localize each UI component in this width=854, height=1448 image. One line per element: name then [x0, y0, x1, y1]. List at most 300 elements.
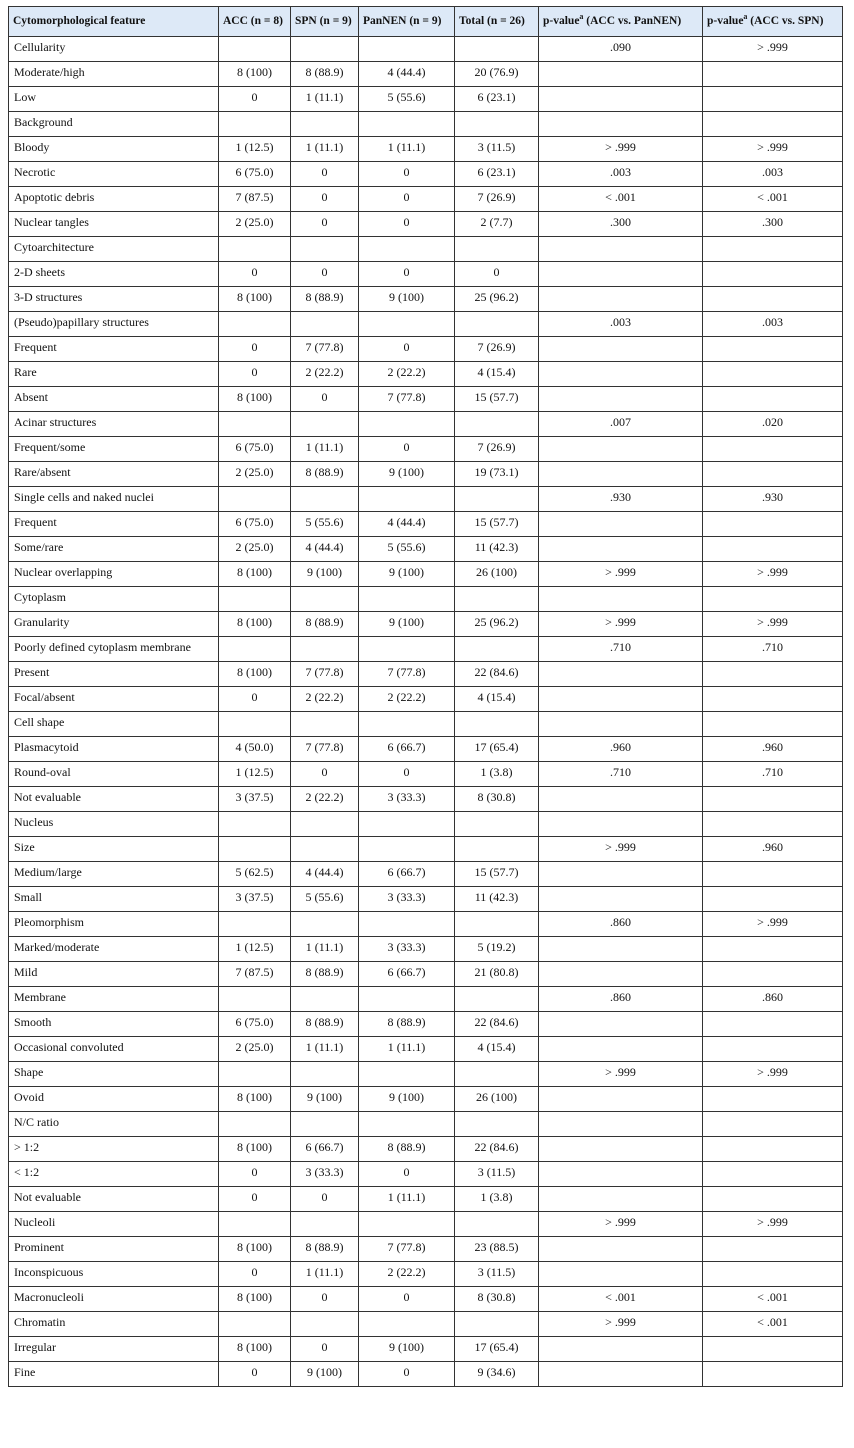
feature-cell: Frequent: [9, 512, 219, 537]
pannen-cell: 0: [359, 187, 455, 212]
table-row: [9, 1187, 843, 1212]
feature-cell: Focal/absent: [9, 687, 219, 712]
acc-cell: [219, 1062, 291, 1087]
p-acc-vs-spn-cell: < .001: [703, 1287, 843, 1312]
table-row: [9, 1012, 843, 1037]
p-acc-vs-pannen-cell: > .999: [539, 1312, 703, 1337]
acc-cell: 6 (75.0): [219, 512, 291, 537]
spn-cell: [291, 1312, 359, 1337]
feature-cell: Round-oval: [9, 762, 219, 787]
table-row: [9, 737, 843, 762]
total-cell: [455, 712, 539, 737]
p-acc-vs-pannen-cell: [539, 712, 703, 737]
table-row: [9, 537, 843, 562]
feature-cell: Plasmacytoid: [9, 737, 219, 762]
p-acc-vs-spn-cell: [703, 87, 843, 112]
spn-cell: [291, 237, 359, 262]
acc-cell: 6 (75.0): [219, 162, 291, 187]
pannen-cell: 0: [359, 437, 455, 462]
table-row: [9, 412, 843, 437]
feature-cell: Rare/absent: [9, 462, 219, 487]
header-p-acc-vs-spn: [703, 7, 843, 37]
pannen-cell: 9 (100): [359, 1337, 455, 1362]
p-acc-vs-pannen-cell: .960: [539, 737, 703, 762]
p-acc-vs-pannen-cell: .003: [539, 162, 703, 187]
total-cell: [455, 912, 539, 937]
total-cell: 25 (96.2): [455, 612, 539, 637]
total-cell: 25 (96.2): [455, 287, 539, 312]
table-row: [9, 237, 843, 262]
pannen-cell: [359, 237, 455, 262]
feature-cell: Marked/moderate: [9, 937, 219, 962]
p-acc-vs-pannen-cell: < .001: [539, 1287, 703, 1312]
pannen-cell: [359, 112, 455, 137]
total-cell: [455, 1212, 539, 1237]
acc-cell: 8 (100): [219, 62, 291, 87]
spn-cell: 6 (66.7): [291, 1137, 359, 1162]
acc-cell: 8 (100): [219, 662, 291, 687]
acc-cell: 3 (37.5): [219, 787, 291, 812]
spn-cell: 8 (88.9): [291, 462, 359, 487]
pannen-cell: [359, 1212, 455, 1237]
acc-cell: 6 (75.0): [219, 1012, 291, 1037]
feature-cell: Frequent: [9, 337, 219, 362]
total-cell: [455, 1312, 539, 1337]
pannen-cell: 8 (88.9): [359, 1012, 455, 1037]
header-spn: SPN (n = 9): [291, 7, 359, 37]
p-acc-vs-spn-cell: > .999: [703, 912, 843, 937]
pannen-cell: 7 (77.8): [359, 387, 455, 412]
spn-cell: 5 (55.6): [291, 887, 359, 912]
p-acc-vs-spn-cell: [703, 262, 843, 287]
p-acc-vs-spn-cell: [703, 1137, 843, 1162]
acc-cell: 2 (25.0): [219, 537, 291, 562]
pannen-cell: [359, 712, 455, 737]
total-cell: 15 (57.7): [455, 387, 539, 412]
spn-cell: 1 (11.1): [291, 437, 359, 462]
pannen-cell: 4 (44.4): [359, 62, 455, 87]
table-row: [9, 1212, 843, 1237]
p-acc-vs-pannen-cell: .300: [539, 212, 703, 237]
feature-cell: Inconspicuous: [9, 1262, 219, 1287]
pannen-cell: [359, 837, 455, 862]
feature-cell: Cytoarchitecture: [9, 237, 219, 262]
feature-cell: Size: [9, 837, 219, 862]
pannen-cell: 0: [359, 762, 455, 787]
table-row: [9, 1237, 843, 1262]
p-acc-vs-spn-cell: [703, 112, 843, 137]
acc-cell: 7 (87.5): [219, 187, 291, 212]
feature-cell: Cell shape: [9, 712, 219, 737]
table-row: [9, 862, 843, 887]
feature-cell: Not evaluable: [9, 787, 219, 812]
p-acc-vs-pannen-cell: [539, 1362, 703, 1387]
table-row: [9, 1262, 843, 1287]
p-acc-vs-spn-cell: > .999: [703, 1212, 843, 1237]
total-cell: [455, 587, 539, 612]
total-cell: [455, 837, 539, 862]
acc-cell: 8 (100): [219, 612, 291, 637]
acc-cell: 1 (12.5): [219, 762, 291, 787]
p-acc-vs-spn-cell: [703, 862, 843, 887]
p-acc-vs-pannen-cell: [539, 387, 703, 412]
feature-cell: Nucleus: [9, 812, 219, 837]
total-cell: 5 (19.2): [455, 937, 539, 962]
total-cell: 11 (42.3): [455, 887, 539, 912]
p-acc-vs-pannen-cell: [539, 962, 703, 987]
feature-cell: Small: [9, 887, 219, 912]
table-row: [9, 1137, 843, 1162]
p-acc-vs-pannen-cell: [539, 112, 703, 137]
feature-cell: Smooth: [9, 1012, 219, 1037]
table-row: [9, 1062, 843, 1087]
acc-cell: 0: [219, 337, 291, 362]
spn-cell: 7 (77.8): [291, 337, 359, 362]
p-acc-vs-pannen-cell: [539, 862, 703, 887]
p-acc-vs-spn-cell: .003: [703, 312, 843, 337]
feature-cell: Cytoplasm: [9, 587, 219, 612]
pannen-cell: 1 (11.1): [359, 137, 455, 162]
acc-cell: [219, 837, 291, 862]
table-row: [9, 1312, 843, 1337]
total-cell: 0: [455, 262, 539, 287]
spn-cell: 0: [291, 262, 359, 287]
table-row: [9, 987, 843, 1012]
total-cell: 3 (11.5): [455, 1162, 539, 1187]
feature-cell: Acinar structures: [9, 412, 219, 437]
spn-cell: [291, 837, 359, 862]
feature-cell: Membrane: [9, 987, 219, 1012]
table-row: [9, 1112, 843, 1137]
feature-cell: Present: [9, 662, 219, 687]
spn-cell: 2 (22.2): [291, 362, 359, 387]
total-cell: 9 (34.6): [455, 1362, 539, 1387]
cytomorphology-table: [8, 6, 843, 1387]
p-acc-vs-pannen-cell: [539, 237, 703, 262]
pannen-cell: 4 (44.4): [359, 512, 455, 537]
p-acc-vs-pannen-cell: .860: [539, 912, 703, 937]
pannen-cell: 9 (100): [359, 287, 455, 312]
p-acc-vs-spn-cell: [703, 1112, 843, 1137]
table-row: [9, 937, 843, 962]
pannen-cell: [359, 412, 455, 437]
acc-cell: 8 (100): [219, 1287, 291, 1312]
pannen-cell: [359, 37, 455, 62]
header-p-acc-vs-pannen: [539, 7, 703, 37]
spn-cell: 9 (100): [291, 562, 359, 587]
spn-cell: [291, 112, 359, 137]
p-acc-vs-pannen-cell: [539, 462, 703, 487]
acc-cell: 7 (87.5): [219, 962, 291, 987]
total-cell: 4 (15.4): [455, 362, 539, 387]
table-row: [9, 212, 843, 237]
pannen-cell: [359, 912, 455, 937]
spn-cell: 0: [291, 762, 359, 787]
spn-cell: [291, 987, 359, 1012]
total-cell: 22 (84.6): [455, 1137, 539, 1162]
p-acc-vs-spn-cell: [703, 237, 843, 262]
pannen-cell: 6 (66.7): [359, 862, 455, 887]
spn-cell: 2 (22.2): [291, 687, 359, 712]
total-cell: [455, 237, 539, 262]
acc-cell: 1 (12.5): [219, 937, 291, 962]
acc-cell: [219, 112, 291, 137]
p-acc-vs-pannen-cell: [539, 62, 703, 87]
total-cell: 4 (15.4): [455, 1037, 539, 1062]
p-acc-vs-pannen-cell: [539, 1337, 703, 1362]
table-row: [9, 837, 843, 862]
total-cell: [455, 987, 539, 1012]
table-row: [9, 912, 843, 937]
total-cell: 21 (80.8): [455, 962, 539, 987]
pannen-cell: 0: [359, 337, 455, 362]
acc-cell: [219, 912, 291, 937]
header-pannen: PanNEN (n = 9): [359, 7, 455, 37]
acc-cell: [219, 487, 291, 512]
feature-cell: > 1:2: [9, 1137, 219, 1162]
feature-cell: Mild: [9, 962, 219, 987]
acc-cell: [219, 37, 291, 62]
p-acc-vs-spn-cell: [703, 462, 843, 487]
p-acc-vs-spn-cell: [703, 1162, 843, 1187]
total-cell: [455, 1112, 539, 1137]
p-acc-vs-pannen-cell: [539, 87, 703, 112]
acc-cell: 0: [219, 362, 291, 387]
acc-cell: 0: [219, 1262, 291, 1287]
spn-cell: [291, 712, 359, 737]
p-acc-vs-spn-cell: [703, 812, 843, 837]
spn-cell: 7 (77.8): [291, 737, 359, 762]
feature-cell: Occasional convoluted: [9, 1037, 219, 1062]
p-acc-vs-spn-cell: [703, 687, 843, 712]
p-acc-vs-pannen-cell: [539, 662, 703, 687]
total-cell: [455, 112, 539, 137]
p-acc-vs-pannen-cell: [539, 1037, 703, 1062]
pannen-cell: 5 (55.6): [359, 87, 455, 112]
spn-cell: [291, 487, 359, 512]
p-acc-vs-spn-cell: [703, 662, 843, 687]
p-acc-vs-spn-cell: [703, 437, 843, 462]
acc-cell: 2 (25.0): [219, 1037, 291, 1062]
pannen-cell: 9 (100): [359, 612, 455, 637]
p-acc-vs-pannen-cell: [539, 362, 703, 387]
table-row: [9, 512, 843, 537]
feature-cell: Medium/large: [9, 862, 219, 887]
p-acc-vs-spn-cell: [703, 1262, 843, 1287]
p-acc-vs-pannen-cell: .860: [539, 987, 703, 1012]
table-row: [9, 1037, 843, 1062]
total-cell: [455, 812, 539, 837]
spn-cell: 0: [291, 162, 359, 187]
spn-cell: [291, 1112, 359, 1137]
acc-cell: [219, 587, 291, 612]
total-cell: 22 (84.6): [455, 662, 539, 687]
spn-cell: [291, 912, 359, 937]
p-acc-vs-pannen-cell: > .999: [539, 1212, 703, 1237]
p-acc-vs-spn-cell: .710: [703, 762, 843, 787]
table-row: [9, 612, 843, 637]
header-feature: Cytomorphological feature: [9, 7, 219, 37]
p-acc-vs-spn-cell: [703, 362, 843, 387]
acc-cell: [219, 637, 291, 662]
total-cell: 2 (7.7): [455, 212, 539, 237]
p-acc-vs-spn-cell: [703, 1337, 843, 1362]
p-acc-vs-pannen-cell: [539, 512, 703, 537]
feature-cell: Poorly defined cytoplasm membrane: [9, 637, 219, 662]
total-cell: 7 (26.9): [455, 337, 539, 362]
table-row: [9, 187, 843, 212]
spn-cell: 0: [291, 212, 359, 237]
table-row: [9, 1162, 843, 1187]
table-row: [9, 287, 843, 312]
total-cell: 1 (3.8): [455, 762, 539, 787]
acc-cell: 0: [219, 1162, 291, 1187]
table-row: [9, 262, 843, 287]
p-acc-vs-pannen-cell: .710: [539, 762, 703, 787]
acc-cell: [219, 312, 291, 337]
feature-cell: Necrotic: [9, 162, 219, 187]
header-p1-footnote-marker: a: [579, 12, 584, 22]
spn-cell: 8 (88.9): [291, 62, 359, 87]
p-acc-vs-pannen-cell: [539, 1012, 703, 1037]
p-acc-vs-spn-cell: [703, 587, 843, 612]
table-row: [9, 1362, 843, 1387]
total-cell: 6 (23.1): [455, 87, 539, 112]
spn-cell: 4 (44.4): [291, 537, 359, 562]
p-acc-vs-spn-cell: .300: [703, 212, 843, 237]
pannen-cell: 2 (22.2): [359, 687, 455, 712]
acc-cell: 0: [219, 262, 291, 287]
p-acc-vs-spn-cell: [703, 287, 843, 312]
p-acc-vs-pannen-cell: [539, 1187, 703, 1212]
feature-cell: Shape: [9, 1062, 219, 1087]
acc-cell: [219, 412, 291, 437]
pannen-cell: [359, 812, 455, 837]
spn-cell: 5 (55.6): [291, 512, 359, 537]
acc-cell: 8 (100): [219, 562, 291, 587]
total-cell: 8 (30.8): [455, 1287, 539, 1312]
header-p2-suffix: (ACC vs. SPN): [747, 15, 824, 27]
p-acc-vs-spn-cell: > .999: [703, 137, 843, 162]
total-cell: 15 (57.7): [455, 512, 539, 537]
header-p1-label: p-value: [543, 15, 580, 27]
p-acc-vs-spn-cell: [703, 1362, 843, 1387]
p-acc-vs-spn-cell: [703, 337, 843, 362]
p-acc-vs-pannen-cell: [539, 687, 703, 712]
total-cell: 8 (30.8): [455, 787, 539, 812]
acc-cell: 5 (62.5): [219, 862, 291, 887]
p-acc-vs-pannen-cell: .003: [539, 312, 703, 337]
total-cell: [455, 412, 539, 437]
pannen-cell: 5 (55.6): [359, 537, 455, 562]
p-acc-vs-spn-cell: > .999: [703, 37, 843, 62]
total-cell: [455, 1062, 539, 1087]
p-acc-vs-spn-cell: [703, 537, 843, 562]
spn-cell: 4 (44.4): [291, 862, 359, 887]
feature-cell: Low: [9, 87, 219, 112]
p-acc-vs-spn-cell: .860: [703, 987, 843, 1012]
total-cell: 7 (26.9): [455, 187, 539, 212]
p-acc-vs-spn-cell: [703, 787, 843, 812]
table-row: [9, 387, 843, 412]
p-acc-vs-pannen-cell: .007: [539, 412, 703, 437]
pannen-cell: [359, 1112, 455, 1137]
pannen-cell: 0: [359, 1362, 455, 1387]
table-row: [9, 687, 843, 712]
spn-cell: 1 (11.1): [291, 1037, 359, 1062]
spn-cell: 9 (100): [291, 1362, 359, 1387]
spn-cell: [291, 37, 359, 62]
p-acc-vs-pannen-cell: [539, 337, 703, 362]
feature-cell: Nucleoli: [9, 1212, 219, 1237]
spn-cell: 0: [291, 387, 359, 412]
acc-cell: 3 (37.5): [219, 887, 291, 912]
p-acc-vs-spn-cell: .960: [703, 837, 843, 862]
pannen-cell: 2 (22.2): [359, 362, 455, 387]
spn-cell: 1 (11.1): [291, 137, 359, 162]
pannen-cell: 7 (77.8): [359, 662, 455, 687]
feature-cell: Chromatin: [9, 1312, 219, 1337]
total-cell: 4 (15.4): [455, 687, 539, 712]
acc-cell: 8 (100): [219, 1237, 291, 1262]
pannen-cell: [359, 987, 455, 1012]
pannen-cell: 0: [359, 262, 455, 287]
pannen-cell: 1 (11.1): [359, 1037, 455, 1062]
feature-cell: Macronucleoli: [9, 1287, 219, 1312]
pannen-cell: 3 (33.3): [359, 787, 455, 812]
feature-cell: 2-D sheets: [9, 262, 219, 287]
table-row: [9, 87, 843, 112]
total-cell: [455, 637, 539, 662]
total-cell: 15 (57.7): [455, 862, 539, 887]
p-acc-vs-pannen-cell: [539, 437, 703, 462]
table-row: [9, 487, 843, 512]
feature-cell: Nuclear tangles: [9, 212, 219, 237]
feature-cell: Rare: [9, 362, 219, 387]
p-acc-vs-spn-cell: < .001: [703, 1312, 843, 1337]
acc-cell: 2 (25.0): [219, 462, 291, 487]
table-row: [9, 1287, 843, 1312]
pannen-cell: 9 (100): [359, 1087, 455, 1112]
feature-cell: Absent: [9, 387, 219, 412]
total-cell: 7 (26.9): [455, 437, 539, 462]
pannen-cell: 8 (88.9): [359, 1137, 455, 1162]
pannen-cell: 9 (100): [359, 562, 455, 587]
header-total: Total (n = 26): [455, 7, 539, 37]
p-acc-vs-pannen-cell: [539, 937, 703, 962]
acc-cell: [219, 712, 291, 737]
spn-cell: [291, 1212, 359, 1237]
table-body: [9, 37, 843, 1387]
acc-cell: [219, 1112, 291, 1137]
table-row: [9, 312, 843, 337]
p-acc-vs-spn-cell: > .999: [703, 1062, 843, 1087]
p-acc-vs-spn-cell: [703, 1012, 843, 1037]
p-acc-vs-spn-cell: [703, 962, 843, 987]
p-acc-vs-pannen-cell: > .999: [539, 1062, 703, 1087]
p-acc-vs-spn-cell: .960: [703, 737, 843, 762]
table-row: [9, 62, 843, 87]
spn-cell: 0: [291, 1287, 359, 1312]
header-row: [9, 7, 843, 37]
p-acc-vs-pannen-cell: > .999: [539, 837, 703, 862]
acc-cell: 8 (100): [219, 1337, 291, 1362]
acc-cell: 1 (12.5): [219, 137, 291, 162]
feature-cell: Cellularity: [9, 37, 219, 62]
pannen-cell: 3 (33.3): [359, 887, 455, 912]
total-cell: 22 (84.6): [455, 1012, 539, 1037]
spn-cell: 8 (88.9): [291, 1237, 359, 1262]
